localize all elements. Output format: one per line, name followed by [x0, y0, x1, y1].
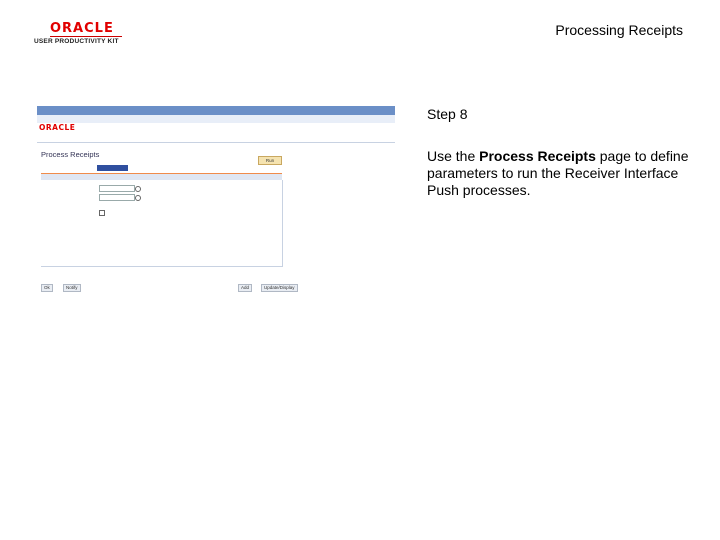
notify-button[interactable]: Notify — [63, 284, 81, 292]
logo-sub-text: USER PRODUCTIVITY KIT — [34, 38, 119, 45]
parameters-panel — [41, 180, 283, 267]
process-request-parameters-section — [41, 173, 282, 180]
screenshot-oracle-logo: ORACLE — [39, 123, 76, 132]
lookup-icon[interactable] — [135, 186, 141, 192]
instruction-bold: Process Receipts — [479, 148, 596, 164]
page-title: Processing Receipts — [555, 22, 683, 38]
add-button[interactable]: Add — [238, 284, 252, 292]
process-receipts-heading: Process Receipts — [41, 150, 100, 159]
update-display-button[interactable]: Update/Display — [261, 284, 298, 292]
step-instruction — [427, 148, 697, 199]
header-divider — [37, 142, 395, 143]
ok-button[interactable]: Ok — [41, 284, 53, 292]
step-label: Step 8 — [427, 106, 468, 122]
logo-brand-text: ORACLE — [50, 21, 114, 36]
instruction-prefix: Use the — [427, 148, 480, 164]
parameter-input-1[interactable] — [99, 185, 135, 192]
breadcrumb-bar — [37, 106, 395, 115]
option-checkbox[interactable] — [99, 210, 105, 216]
logo-rule — [50, 36, 122, 37]
application-screenshot — [37, 106, 395, 296]
language-select[interactable] — [97, 165, 128, 171]
oracle-upk-logo — [34, 22, 134, 48]
parameter-input-2[interactable] — [99, 194, 135, 201]
run-button[interactable]: Run — [258, 156, 282, 165]
instruction-suffix: page to define parameters to run the Receiver Interface Push processes. — [427, 148, 689, 198]
top-menu-row — [37, 115, 395, 123]
lookup-icon[interactable] — [135, 195, 141, 201]
